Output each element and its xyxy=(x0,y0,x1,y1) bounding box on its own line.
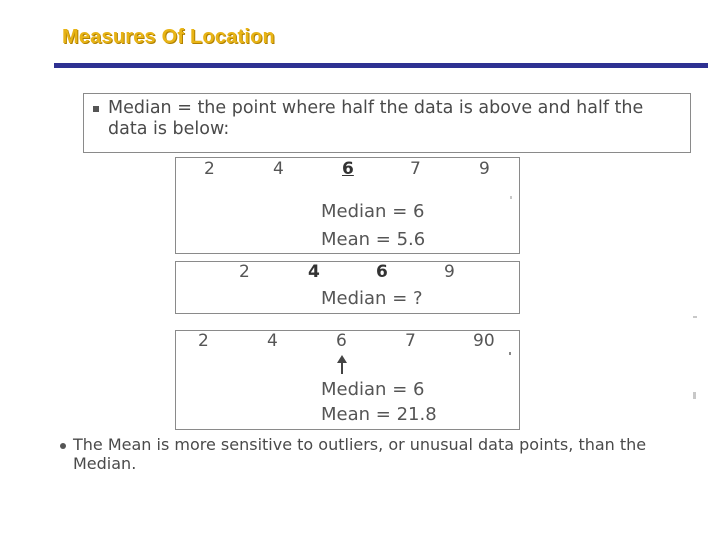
data-value: 6 xyxy=(376,262,388,282)
mean-result: Mean = 5.6 xyxy=(321,229,426,250)
scan-speck xyxy=(693,316,697,318)
definition-box xyxy=(83,93,691,153)
title-underline xyxy=(54,63,708,68)
data-value: 7 xyxy=(405,331,416,351)
outlier-note: The Mean is more sensitive to outliers, or unusual data points, than the Median. xyxy=(73,435,647,473)
data-value: 6 xyxy=(336,331,347,351)
scan-speck xyxy=(509,352,511,355)
scan-speck xyxy=(693,392,696,399)
data-value: 9 xyxy=(479,159,490,179)
data-value: 9 xyxy=(444,262,455,282)
median-result: Median = 6 xyxy=(321,379,425,400)
median-definition: Median = the point where half the data is above and half the data is below: xyxy=(108,98,644,139)
example-even-box xyxy=(175,261,520,314)
mean-result: Mean = 21.8 xyxy=(321,404,437,425)
data-value: 2 xyxy=(198,331,209,351)
median-result: Median = 6 xyxy=(321,201,425,222)
median-question: Median = ? xyxy=(321,288,423,309)
data-value-median: 6 xyxy=(342,159,354,179)
round-bullet-icon xyxy=(60,443,66,449)
arrow-shaft xyxy=(341,362,343,374)
scan-speck xyxy=(510,196,512,199)
data-value-outlier: 90 xyxy=(473,331,495,351)
example-odd-box xyxy=(175,157,520,254)
data-value: 4 xyxy=(267,331,278,351)
data-value: 4 xyxy=(308,262,320,282)
square-bullet-icon xyxy=(93,106,99,112)
data-value: 2 xyxy=(204,159,215,179)
data-value: 2 xyxy=(239,262,250,282)
example-outlier-box xyxy=(175,330,520,430)
slide-title: Measures Of Location xyxy=(62,26,275,48)
data-value: 7 xyxy=(410,159,421,179)
data-value: 4 xyxy=(273,159,284,179)
